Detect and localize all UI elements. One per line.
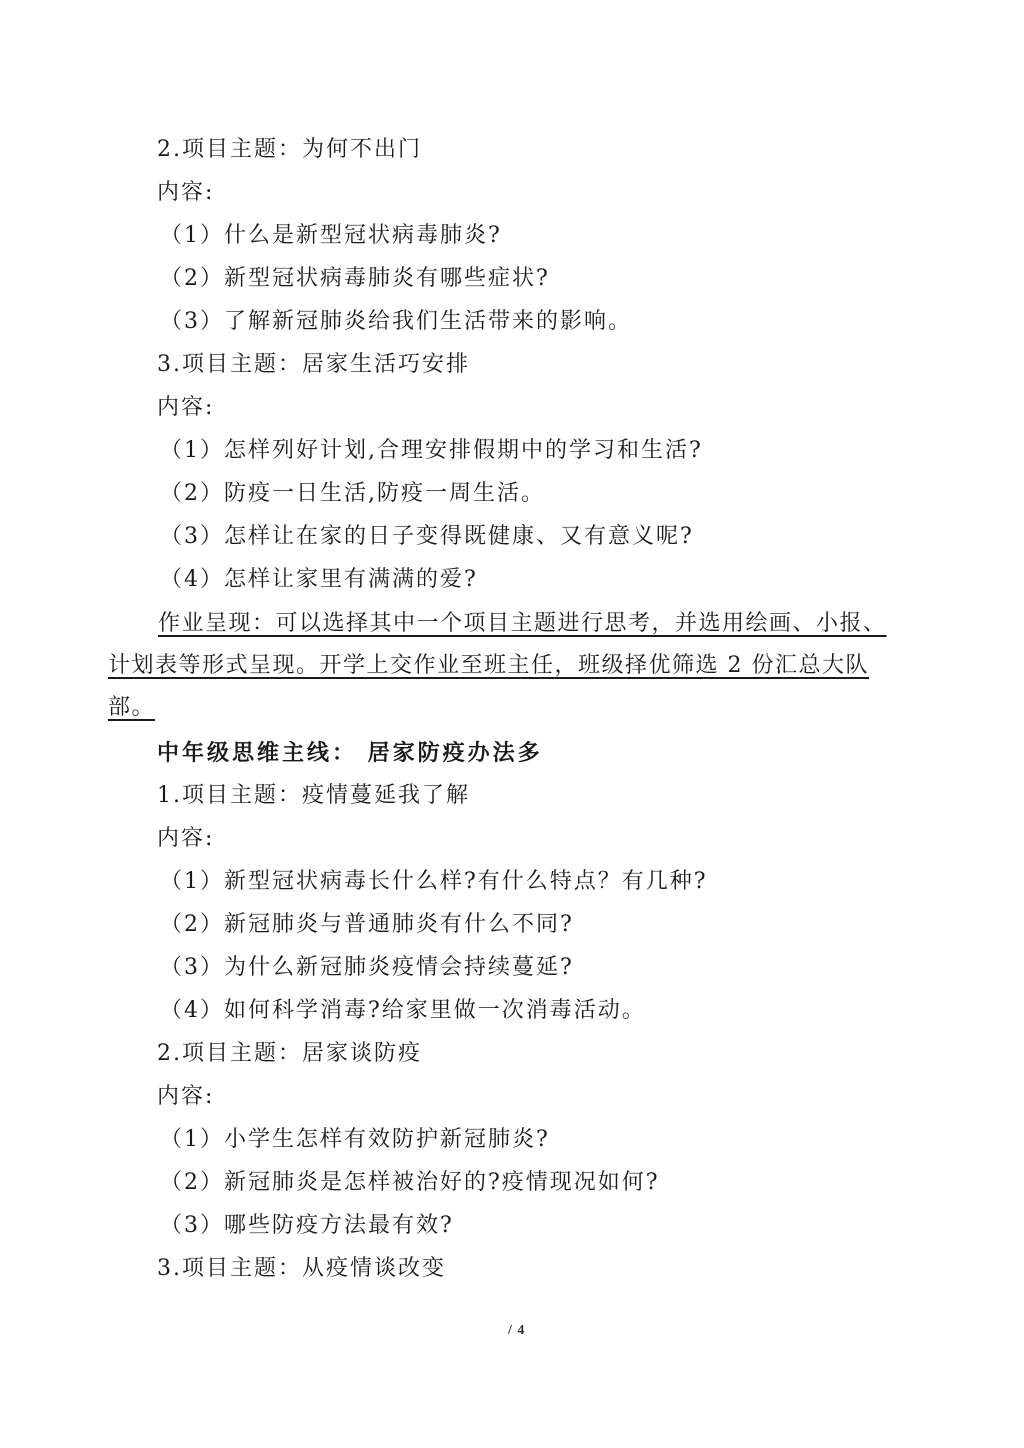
content-label: 内容: [157,180,215,205]
content-item: （1）新型冠状病毒长什么样?有什么特点？有几种? [160,869,708,894]
content-item: （4）怎样让家里有满满的爱? [160,567,478,592]
content-item: （3）了解新冠肺炎给我们生活带来的影响。 [160,309,632,334]
content-item: （3）怎样让在家的日子变得既健康、又有意义呢? [160,524,694,549]
content-label: 内容: [157,395,215,420]
content-item: （2）新冠肺炎与普通肺炎有什么不同? [160,912,574,937]
content-item: （1）小学生怎样有效防护新冠肺炎? [160,1127,550,1152]
project-heading-3: 3.项目主题：居家生活巧安排 [157,352,470,377]
task-line-3: 部。 [108,695,156,720]
content-item: （4）如何科学消毒?给家里做一次消毒活动。 [160,998,646,1023]
content-label: 内容: [157,1084,215,1109]
content-item: （1）什么是新型冠状病毒肺炎? [160,223,502,248]
section-heading: 中年级思维主线： 居家防疫办法多 [157,740,543,766]
content-item: （2）新冠肺炎是怎样被治好的?疫情现况如何? [160,1170,660,1195]
project-heading-3: 3.项目主题：从疫情谈改变 [157,1256,446,1281]
content-item: （2）防疫一日生活,防疫一周生活。 [160,481,545,506]
page-number: / 4 [508,1323,526,1338]
content-item: （3）为什么新冠肺炎疫情会持续蔓延? [160,955,574,980]
task-line-2: 计划表等形式呈现。开学上交作业至班主任，班级择优筛选 2 份汇总大队 [108,653,869,678]
task-line-1: 作业呈现：可以选择其中一个项目主题进行思考，并选用绘画、小报、 [158,611,887,636]
project-heading-2: 2.项目主题：为何不出门 [157,137,422,162]
content-item: （3）哪些防疫方法最有效? [160,1213,454,1238]
content-label: 内容: [157,826,215,851]
content-item: （1）怎样列好计划,合理安排假期中的学习和生活? [160,438,703,463]
content-item: （2）新型冠状病毒肺炎有哪些症状? [160,266,550,291]
homework-presentation-paragraph [108,603,908,729]
project-heading-1: 1.项目主题：疫情蔓延我了解 [157,783,470,808]
project-heading-2: 2.项目主题：居家谈防疫 [157,1041,422,1066]
